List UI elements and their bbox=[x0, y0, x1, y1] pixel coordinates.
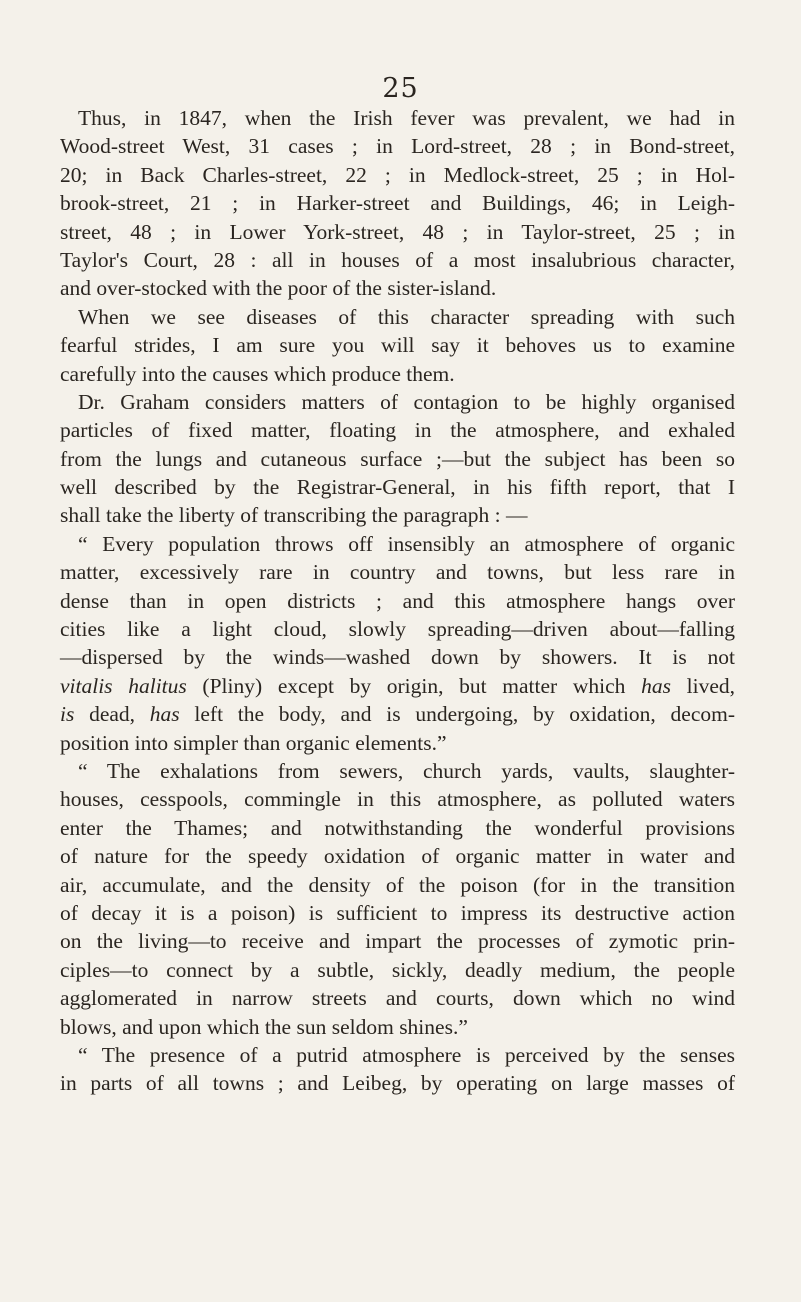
text-line: houses, cesspools, commingle in this atmosphere, as polluted waters bbox=[60, 787, 735, 812]
text-line: 20; in Back Charles-street, 22 ; in Medlock-street, 25 ; in Hol- bbox=[60, 162, 735, 187]
text-line: —dispersed by the winds—washed down by showers. It is not bbox=[60, 645, 735, 670]
text-line: matter, excessively rare in country and towns, but less rare in bbox=[60, 560, 735, 585]
text-line: particles of fixed matter, floating in the atmosphere, and exhaled bbox=[60, 418, 735, 443]
text-line: vitalis halitus (Pliny) except by origin, but matter which has lived, bbox=[60, 673, 735, 698]
text-line: carefully into the causes which produce them. bbox=[60, 361, 455, 386]
paragraph bbox=[60, 388, 735, 530]
text-line: “ Every population throws off insensibly an atmosphere of organic bbox=[78, 531, 735, 556]
text-line: “ The exhalations from sewers, church yards, vaults, slaughter- bbox=[78, 758, 735, 783]
text-line: When we see diseases of this character spreading with such bbox=[78, 304, 735, 329]
body-text bbox=[60, 104, 735, 1098]
text-line: is dead, has left the body, and is undergoing, by oxidation, decom- bbox=[60, 702, 735, 727]
text-line: cities like a light cloud, slowly spreading—driven about—falling bbox=[60, 617, 735, 642]
text-line: of nature for the speedy oxidation of organic matter in water and bbox=[60, 844, 735, 869]
text-line: on the living—to receive and impart the processes of zymotic prin- bbox=[60, 929, 735, 954]
text-line: well described by the Registrar-General, in his fifth report, that I bbox=[60, 475, 735, 500]
text-line: “ The presence of a putrid atmosphere is perceived by the senses bbox=[78, 1042, 735, 1067]
text-line: street, 48 ; in Lower York-street, 48 ; in Taylor-street, 25 ; in bbox=[60, 219, 735, 244]
text-line: Thus, in 1847, when the Irish fever was prevalent, we had in bbox=[78, 106, 735, 130]
text-line: ciples—to connect by a subtle, sickly, deadly medium, the people bbox=[60, 957, 735, 982]
text-line: Dr. Graham considers matters of contagion to be highly organised bbox=[78, 389, 735, 414]
text-line: enter the Thames; and notwithstanding the wonderful provisions bbox=[60, 815, 735, 840]
text-line: shall take the liberty of transcribing the paragraph : — bbox=[60, 503, 528, 528]
text-line: in parts of all towns ; and Leibeg, by operating on large masses of bbox=[60, 1071, 735, 1096]
text-line: Wood-street West, 31 cases ; in Lord-street, 28 ; in Bond-street, bbox=[60, 134, 735, 159]
text-line: brook-street, 21 ; in Harker-street and Buildings, 46; in Leigh- bbox=[60, 191, 735, 216]
text-line: position into simpler than organic elements.” bbox=[60, 730, 447, 755]
paragraph bbox=[60, 303, 735, 388]
text-line: dense than in open districts ; and this atmosphere hangs over bbox=[60, 588, 735, 613]
paragraph bbox=[60, 104, 735, 303]
paragraph bbox=[60, 530, 735, 757]
text-line: from the lungs and cutaneous surface ;—but the subject has been so bbox=[60, 446, 735, 471]
paragraph bbox=[60, 1041, 735, 1098]
text-line: fearful strides, I am sure you will say it behoves us to examine bbox=[60, 333, 735, 358]
text-line: blows, and upon which the sun seldom shines.” bbox=[60, 1014, 468, 1039]
text-line: agglomerated in narrow streets and courts, down which no wind bbox=[60, 986, 735, 1011]
page-number: 25 bbox=[382, 73, 419, 104]
text-line: of decay it is a poison) is sufficient to impress its destructive action bbox=[60, 900, 735, 925]
text-line: Taylor's Court, 28 : all in houses of a most insalubrious character, bbox=[60, 247, 735, 272]
paragraph bbox=[60, 757, 735, 1041]
text-line: air, accumulate, and the density of the poison (for in the transition bbox=[60, 872, 735, 897]
text-line: and over-stocked with the poor of the sister-island. bbox=[60, 276, 497, 301]
